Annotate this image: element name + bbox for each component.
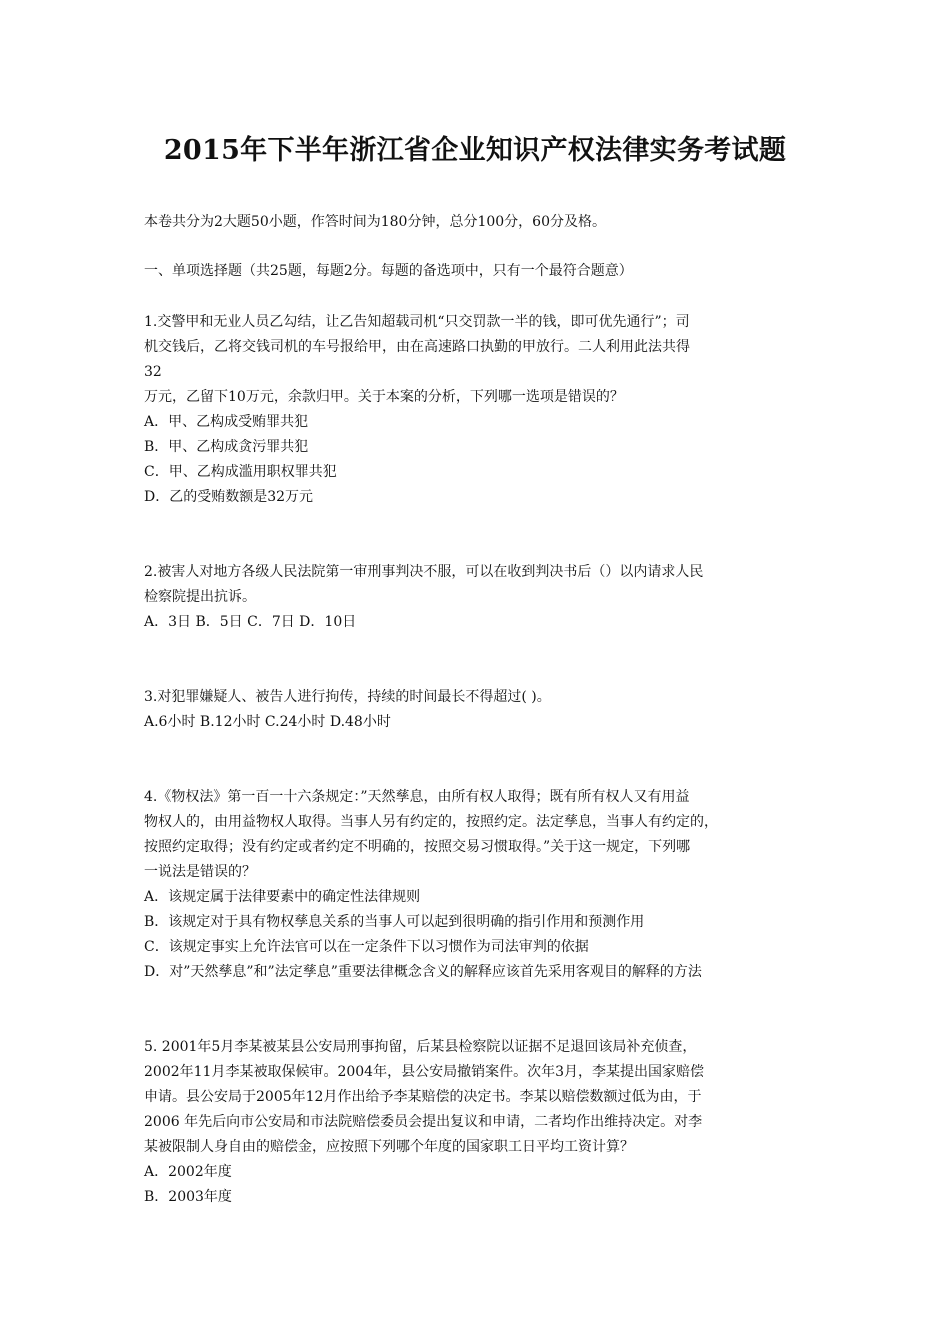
answer-options-inline: A.6小时 B.12小时 C.24小时 D.48小时 [144, 714, 391, 730]
answer-option: C．该规定事实上允许法官可以在一定条件下以习惯作为司法审判的依据 [144, 939, 589, 955]
question-stem-line: 万元，乙留下10万元，余款归甲。关于本案的分析，下列哪一选项是错误的？ [144, 389, 624, 405]
question-stem-line: 一说法是错误的？ [144, 864, 256, 880]
answer-option: A．甲、乙构成受贿罪共犯 [144, 414, 309, 430]
answer-option: D．乙的受贿数额是32万元 [144, 489, 314, 505]
question-stem-line: 3.对犯罪嫌疑人、被告人进行拘传，持续的时间最长不得超过( )。 [144, 689, 551, 705]
answer-option: A．2002年度 [144, 1164, 232, 1180]
answer-option: B．该规定对于具有物权孳息关系的当事人可以起到很明确的指引作用和预测作用 [144, 914, 645, 930]
question-stem-line: 某被限制人身自由的赔偿金，应按照下列哪个年度的国家职工日平均工资计算？ [144, 1139, 634, 1155]
question-3 [144, 685, 806, 735]
exam-intro: 本卷共分为2大题50小题，作答时间为180分钟，总分100分，60分及格。 [144, 214, 606, 230]
section-heading: 一、单项选择题（共25题，每题2分。每题的备选项中，只有一个最符合题意） [144, 263, 633, 279]
question-stem-line: 申请。县公安局于2005年12月作出给予李某赔偿的决定书。李某以赔偿数额过低为由，于 [144, 1089, 702, 1105]
question-5 [144, 1035, 806, 1210]
question-stem-line: 5. 2001年5月李某被某县公安局刑事拘留，后某县检察院以证据不足退回该局补充侦查， [144, 1039, 697, 1055]
answer-option: B．甲、乙构成贪污罪共犯 [144, 439, 309, 455]
document-title: 2015年下半年浙江省企业知识产权法律实务考试题 [163, 135, 787, 166]
question-stem-line: 2006 年先后向市公安局和市法院赔偿委员会提出复议和申请，二者均作出维持决定。对李 [144, 1114, 703, 1130]
question-stem-line: 物权人的，由用益物权人取得。当事人另有约定的，按照约定。法定孳息，当事人有约定的， [144, 814, 718, 830]
answer-option: C．甲、乙构成滥用职权罪共犯 [144, 464, 337, 480]
question-1 [144, 310, 806, 510]
question-stem-line: 按照约定取得；没有约定或者约定不明确的，按照交易习惯取得。”关于这一规定，下列哪 [144, 839, 691, 855]
question-stem-line: 1.交警甲和无业人员乙勾结，让乙告知超载司机“只交罚款一半的钱，即可优先通行”；司 [144, 314, 690, 330]
question-stem-line: 检察院提出抗诉。 [144, 589, 256, 605]
question-stem-line: 32 [144, 364, 162, 380]
question-stem-line: 2.被害人对地方各级人民法院第一审刑事判决不服，可以在收到判决书后（）以内请求人民 [144, 564, 704, 580]
answer-option: B．2003年度 [144, 1189, 232, 1205]
question-stem-line: 4.《物权法》第一百一十六条规定：”天然孳息，由所有权人取得；既有所有权人又有用益 [144, 789, 690, 805]
question-stem-line: 2002年11月李某被取保候审。2004年，县公安局撤销案件。次年3月，李某提出国家赔偿 [144, 1064, 704, 1080]
answer-options-inline: A．3日 B．5日 C．7日 D．10日 [144, 614, 357, 630]
answer-option: A．该规定属于法律要素中的确定性法律规则 [144, 889, 421, 905]
question-2 [144, 560, 806, 635]
question-4 [144, 785, 806, 985]
question-stem-line: 机交钱后，乙将交钱司机的车号报给甲，由在高速路口执勤的甲放行。二人利用此法共得 [144, 339, 690, 355]
answer-option: D．对”天然孳息”和”法定孳息”重要法律概念含义的解释应该首先采用客观目的解释的方法 [144, 964, 702, 980]
document-body [144, 210, 806, 1210]
